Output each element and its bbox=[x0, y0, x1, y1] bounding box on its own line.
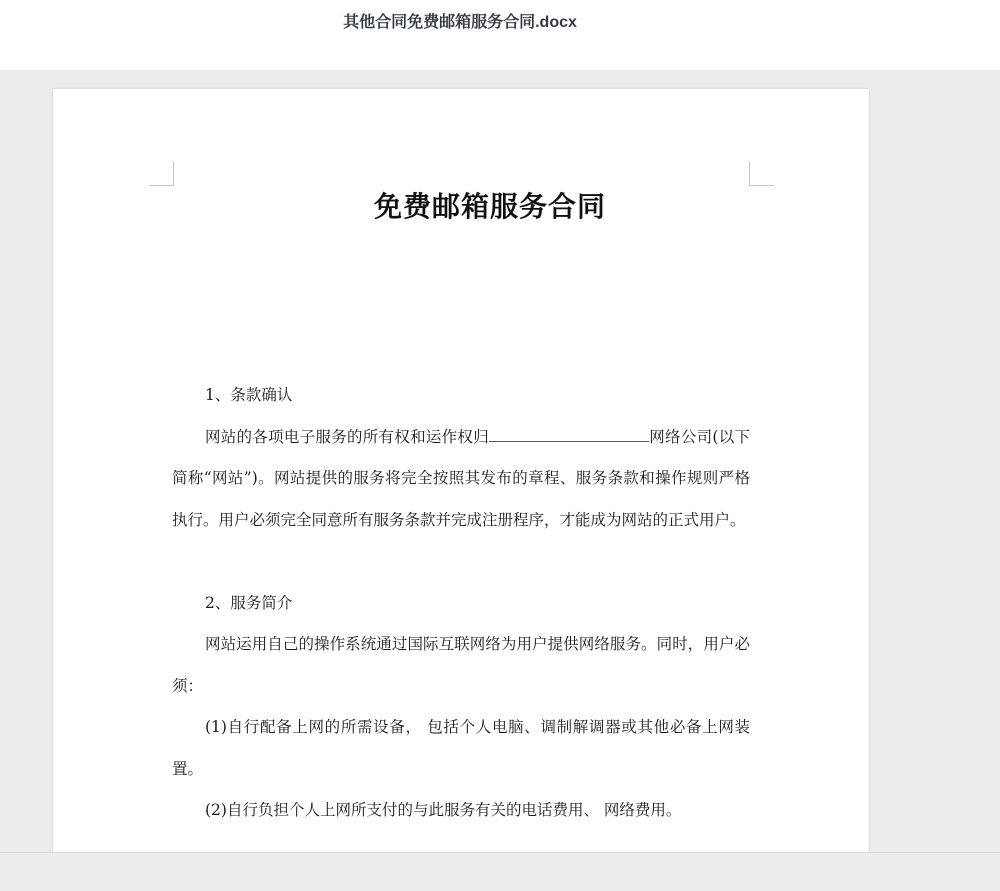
section-1-text-end: 网络公司(以下简称“网站”)。网站提供的服务将完全按照其发布的章程、服务条款和操作规则严格执行。用户必须完全同意所有服务条款并完成注册程序，才能成为网站的正式用户。 bbox=[172, 427, 750, 529]
margin-corner-mark-left bbox=[149, 161, 174, 186]
margin-corner-mark-right bbox=[749, 161, 774, 186]
section-2-paragraph: 网站运用自己的操作系统通过国际互联网络为用户提供网络服务。同时，用户必须： bbox=[172, 635, 750, 695]
document-page bbox=[53, 89, 869, 852]
section-1-text-start: 网站的各项电子服务的所有权和运作权归 bbox=[205, 427, 489, 446]
fill-in-blank bbox=[489, 427, 649, 442]
section-2-item-2: (2)自行负担个人上网所支付的与此服务有关的电话费用、 网络费用。 bbox=[205, 801, 682, 819]
section-1-heading: 1、条款确认 bbox=[205, 386, 293, 404]
title-bar bbox=[0, 0, 1000, 70]
section-2-item-1: (1)自行配备上网的所需设备， 包括个人电脑、调制解调器或其他必备上网装置。 bbox=[172, 718, 750, 778]
document-body bbox=[172, 375, 750, 832]
section-1-paragraph bbox=[172, 417, 750, 542]
contract-title: 免费邮箱服务合同 bbox=[373, 190, 606, 223]
file-name: 其他合同免费邮箱服务合同.docx bbox=[343, 14, 577, 31]
bottom-bar bbox=[0, 852, 1000, 891]
section-2-heading: 2、服务简介 bbox=[205, 593, 293, 612]
document-viewer[interactable] bbox=[0, 70, 1000, 852]
paragraph-gap bbox=[172, 541, 750, 583]
